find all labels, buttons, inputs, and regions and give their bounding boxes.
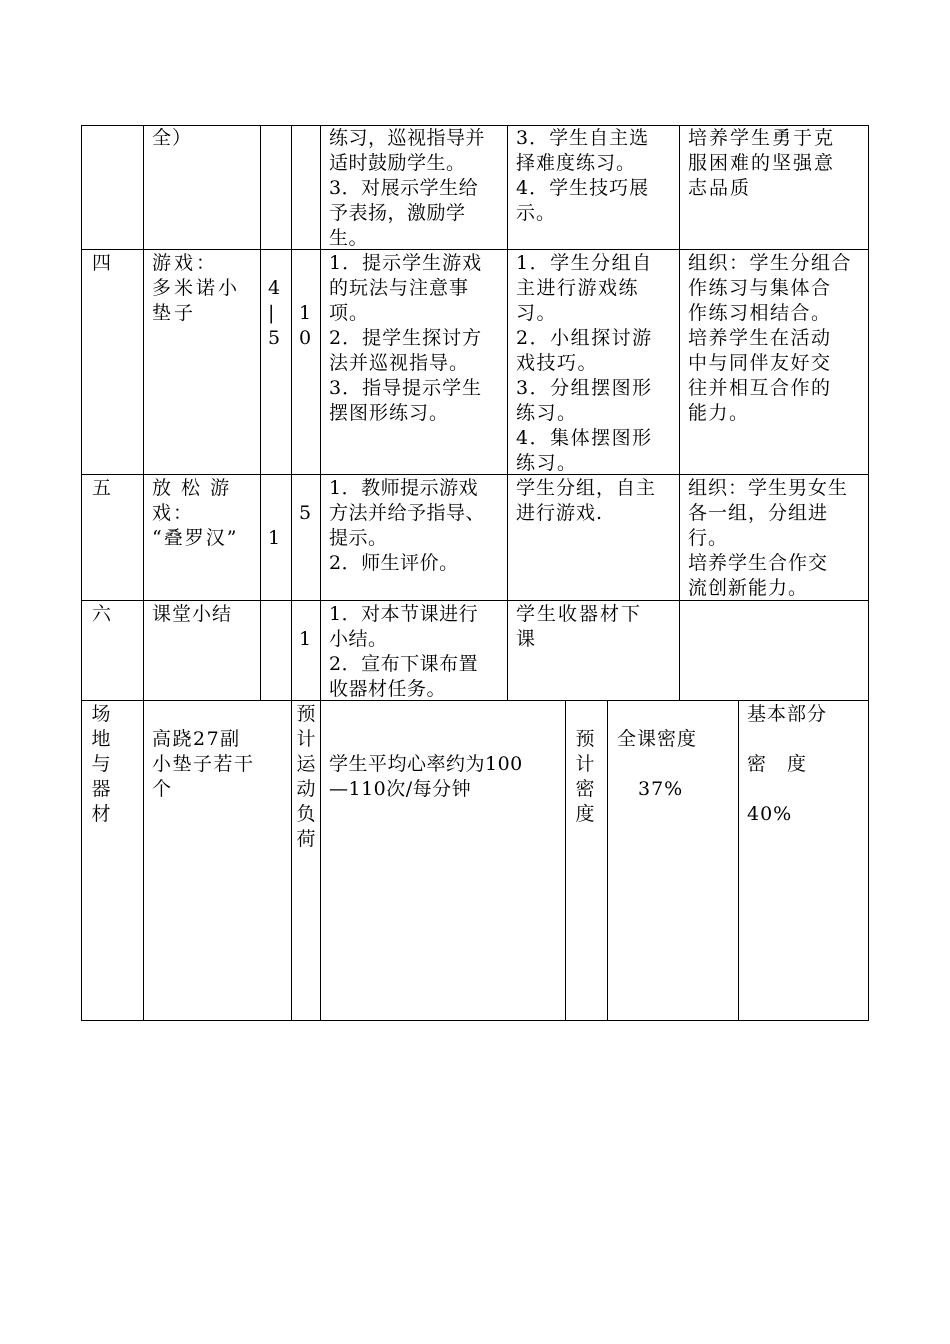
- row-2-time: 4 | 5: [268, 277, 282, 349]
- row-1-org: 培养学生勇于克 服困难的坚强意 志品质: [688, 127, 836, 199]
- density-label: 预 计 密 度: [575, 728, 595, 825]
- row-4-content: 课堂小结: [152, 603, 233, 625]
- row-4-student: 学生收器材下 课: [516, 603, 643, 650]
- row-4-num: 六: [92, 603, 113, 625]
- exercise-load-label: 预 计 运 动 负 荷: [296, 703, 316, 850]
- row-2-num: 四: [92, 252, 113, 274]
- row-2-teacher: 1．提示学生游戏 的玩法与注意事 项。 2．提学生探讨方 法并巡视指导。 3．指导提示学生 摆图形练习。: [329, 252, 483, 424]
- row-3-teacher: 1．教师提示游戏 方法并给予指导、 提示。 2．师生评价。: [329, 477, 486, 574]
- heart-rate-text: 学生平均心率约为100 —110次/每分钟: [329, 753, 523, 800]
- basic-density-label: 基本部分: [747, 703, 828, 725]
- venue-equipment-label: 场 地 与 器 材: [91, 703, 111, 825]
- row-3-time: 1: [268, 527, 282, 549]
- row-4-count: 1: [299, 628, 313, 650]
- row-3-num: 五: [92, 477, 113, 499]
- row-1-student: 3．学生自主选 择难度练习。 4．学生技巧展 示。: [516, 127, 650, 224]
- basic-density-sub: 密 度: [747, 753, 808, 775]
- full-density-value: 37%: [638, 778, 684, 800]
- row-4-teacher: 1．对本节课进行 小结。 2．宣布下课布置 收器材任务。: [329, 603, 479, 700]
- row-2-org: 组织：学生分组合 作练习与集体合 作练习相结合。 培养学生在活动 中与同伴友好交 往并相互合作的 能力。: [688, 252, 853, 424]
- row-3-content: 放 松 游 戏： “叠罗汉”: [152, 477, 239, 549]
- row-3-count: 5: [299, 502, 313, 524]
- row-2-count: 1 0: [299, 302, 313, 349]
- equipment-list: 高跷27副 小垫子若干 个: [152, 728, 255, 800]
- row-2-content: 游戏： 多米诺小 垫子: [152, 252, 241, 324]
- row-1-teacher: 练习，巡视指导并 适时鼓励学生。 3．对展示学生给 予表扬，激励学 生。: [329, 127, 486, 249]
- basic-density-value: 40%: [747, 803, 793, 825]
- row-3-student: 学生分组，自主 进行游戏.: [516, 477, 657, 524]
- row-3-org: 组织：学生男女生 各一组，分组进 行。 培养学生合作交 流创新能力。: [688, 477, 849, 599]
- row-1-content: 全）: [152, 127, 193, 149]
- row-2-student: 1．学生分组自 主进行游戏练 习。 2．小组探讨游 戏技巧。 3．分组摆图形 练习。 4．集体摆图形 练习。: [516, 252, 653, 474]
- full-density-label: 全课密度: [617, 728, 698, 750]
